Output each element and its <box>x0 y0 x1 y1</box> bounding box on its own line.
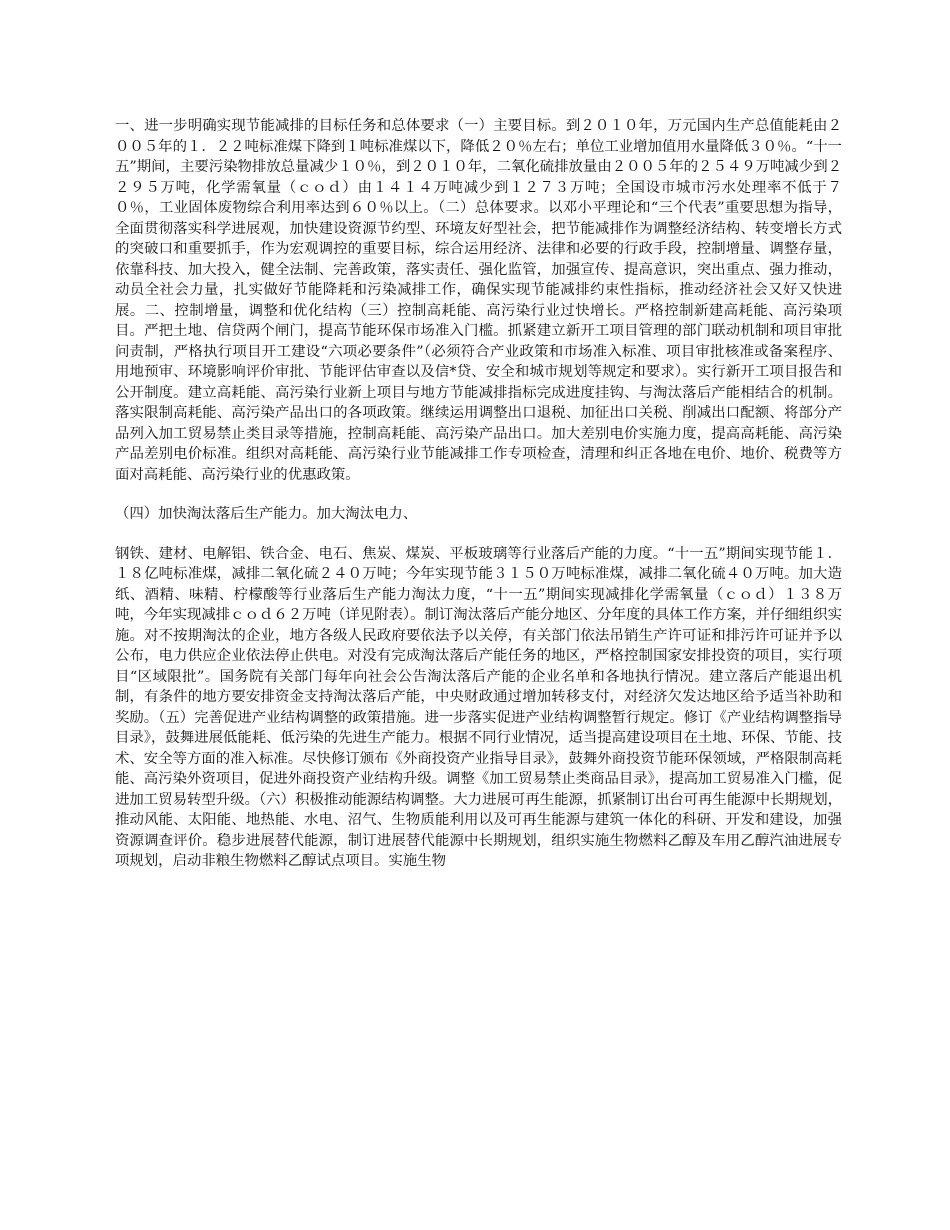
paragraph-eliminate-capacity-body: 钢铁、建材、电解铝、铁合金、电石、焦炭、煤炭、平板玻璃等行业落后产能的力度。“十一五”期间实现节能１．１８亿吨标准煤，减排二氧化硫２４０万吨；今年实现节能３１５０万吨标准煤，减排二氧化硫４０万吨。加大造纸、酒精、味精、柠檬酸等行业落后生产能力淘汰力度，“十一五”期间实现减排化学需氧量（ｃｏｄ）１３８万吨，今年实现减排ｃｏｄ６２万吨（详见附表）。制订淘汰落后产能分地区、分年度的具体工作方案，并仔细组织实施。对不按期淘汰的企业，地方各级人民政府要依法予以关停，有关部门依法吊销生产许可证和排污许可证并予以公布，电力供应企业依法停止供电。对没有完成淘汰落后产能任务的地区，严格控制国家安排投资的项目，实行项目“区域限批”。国务院有关部门每年向社会公告淘汰落后产能的企业名单和各地执行情况。建立落后产能退出机制，有条件的地方要安排资金支持淘汰落后产能，中央财政通过增加转移支付，对经济欠发达地区给予适当补助和奖励。（五）完善促进产业结构调整的政策措施。进一步落实促进产业结构调整暂行规定。修订《产业结构调整指导目录》，鼓舞进展低能耗、低污染的先进生产能力。根据不同行业情况，适当提高建设项目在土地、环保、节能、技术、安全等方面的准入标准。尽快修订颁布《外商投资产业指导目录》，鼓舞外商投资节能环保领域，严格限制高耗能、高污染外资项目，促进外商投资产业结构升级。调整《加工贸易禁止类商品目录》，提高加工贸易准入门槛，促进加工贸易转型升级。（六）积极推动能源结构调整。大力进展可再生能源，抓紧制订出台可再生能源中长期规划，推动风能、太阳能、地热能、水电、沼气、生物质能利用以及可再生能源与建筑一体化的科研、开发和建设，加强资源调查评价。稳步进展替代能源，制订进展替代能源中长期规划，组织实施生物燃料乙醇及车用乙醇汽油进展专项规划，启动非粮生物燃料乙醇试点项目。实施生物 <box>115 545 842 869</box>
paragraph-goals-and-structure: 一、进一步明确实现节能减排的目标任务和总体要求（一）主要目标。到２０１０年，万元国内生产总值能耗由２００５年的１．２２吨标准煤下降到１吨标准煤以下，降低２０％左右；单位工业增加值用水量降低３０％。“十一五”期间，主要污染物排放总量减少１０％，到２０１０年，二氧化硫排放量由２００５年的２５４９万吨减少到２２９５万吨，化学需氧量（ｃｏｄ）由１４１４万吨减少到１２７３万吨；全国设市城市污水处理率不低于７０％，工业固体废物综合利用率达到６０％以上。（二）总体要求。以邓小平理论和“三个代表”重要思想为指导，全面贯彻落实科学进展观，加快建设资源节约型、环境友好型社会，把节能减排作为调整经济结构、转变增长方式的突破口和重要抓手，作为宏观调控的重要目标，综合运用经济、法律和必要的行政手段，控制增量、调整存量，依靠科技、加大投入，健全法制、完善政策，落实责任、强化监管，加强宣传、提高意识，突出重点、强力推动，动员全社会力量，扎实做好节能降耗和污染减排工作，确保实现节能减排约束性指标，推动经济社会又好又快进展。二、控制增量，调整和优化结构（三）控制高耗能、高污染行业过快增长。严格控制新建高耗能、高污染项目。严把土地、信贷两个闸门，提高节能环保市场准入门槛。抓紧建立新开工项目管理的部门联动机制和项目审批问责制，严格执行项目开工建设“六项必要条件”（必须符合产业政策和市场准入标准、项目审批核准或备案程序、用地预审、环境影响评价审批、节能评估审查以及信*贷、安全和城市规划等规定和要求）。实行新开工项目报告和公开制度。建立高耗能、高污染行业新上项目与地方节能减排指标完成进度挂钩、与淘汰落后产能相结合的机制。落实限制高耗能、高污染产品出口的各项政策。继续运用调整出口退税、加征出口关税、削减出口配额、将部分产品列入加工贸易禁止类目录等措施，控制高耗能、高污染产品出口。加大差别电价实施力度，提高高耗能、高污染产品差别电价标准。组织对高耗能、高污染行业节能减排工作专项检查，清理和纠正各地在电价、地价、税费等方面对高耗能、高污染行业的优惠政策。 <box>115 118 842 483</box>
document-body <box>115 116 842 872</box>
paragraph-eliminate-capacity-heading: （四）加快淘汰落后生产能力。加大淘汰电力、 <box>115 506 418 522</box>
